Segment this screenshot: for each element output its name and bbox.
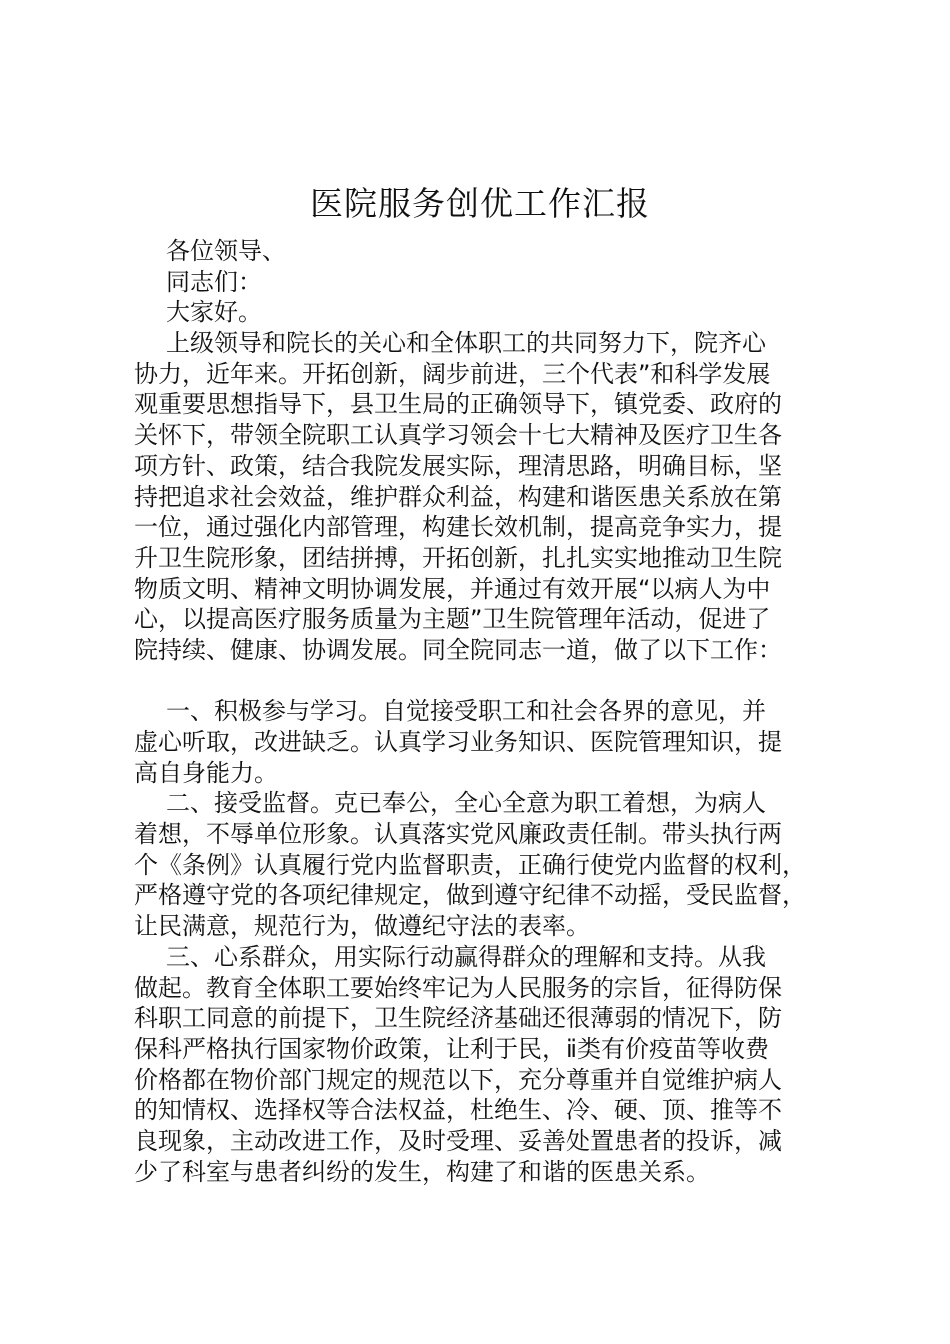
paragraph-line: 协力，近年来。开拓创新，阔步前进，三个代表”和科学发展	[134, 359, 771, 388]
paragraph-line: 的知情权、选择权等合法权益，杜绝生、冷、硬、顶、推等不	[134, 1096, 782, 1125]
paragraph-spacer	[134, 666, 828, 697]
section-1-paragraph	[134, 696, 828, 788]
paragraph-line: 着想，不辱单位形象。认真落实党风廉政责任制。带头执行两	[134, 820, 782, 849]
paragraph-line: 关怀下，带领全院职工认真学习领会十七大精神及医疗卫生各	[134, 421, 782, 450]
paragraph-line: 少了科室与患者纠纷的发生，构建了和谐的医患关系。	[134, 1157, 710, 1186]
greeting-line: 大家好。	[166, 298, 262, 327]
paragraph-line: 心，以提高医疗服务质量为主题”卫生院管理年活动，促进了	[134, 605, 771, 634]
paragraph-line: 升卫生院形象，团结拼搏，开拓创新，扎扎实实地推动卫生院	[134, 543, 782, 572]
intro-paragraph	[134, 328, 828, 666]
paragraph-line: 严格遵守党的各项纪律规定，做到遵守纪律不动摇，受民监督，	[134, 881, 806, 910]
paragraph-line: 三、心系群众，用实际行动赢得群众的理解和支持。从我	[166, 942, 766, 971]
greeting-line: 同志们：	[166, 267, 262, 296]
greeting-line: 各位领导、	[166, 237, 286, 265]
section-3-paragraph	[134, 942, 828, 1188]
paragraph-line: 价格都在物价部门规定的规范以下，充分尊重并自觉维护病人	[134, 1065, 782, 1094]
paragraph-line: 良现象，主动改进工作，及时受理、妥善处置患者的投诉，减	[134, 1126, 782, 1155]
paragraph-line: 一、积极参与学习。自觉接受职工和社会各界的意见，并	[166, 697, 766, 726]
paragraph-line: 观重要思想指导下，县卫生局的正确领导下，镇党委、政府的	[134, 390, 782, 419]
document-title: 医院服务创优工作汇报	[310, 184, 650, 223]
paragraph-line: 高自身能力。	[134, 758, 278, 787]
paragraph-line: 保科严格执行国家物价政策，让利于民，ⅱ类有价疫苗等收费	[134, 1034, 769, 1063]
paragraph-line: 科职工同意的前提下，卫生院经济基础还很薄弱的情况下，防	[134, 1004, 782, 1033]
section-2-paragraph	[134, 788, 828, 941]
paragraph-line: 上级领导和院长的关心和全体职工的共同努力下，院齐心	[166, 329, 766, 358]
paragraph-line: 持把追求社会效益，维护群众利益，构建和谐医患关系放在第	[134, 482, 782, 511]
paragraph-line: 让民满意，规范行为，做遵纪守法的表率。	[134, 912, 590, 941]
paragraph-line: 虚心听取，改进缺乏。认真学习业务知识、医院管理知识，提	[134, 728, 782, 756]
paragraph-line: 物质文明、精神文明协调发展，并通过有效开展“以病人为中	[134, 574, 771, 603]
paragraph-line: 项方针、政策，结合我院发展实际，理清思路，明确目标，坚	[134, 451, 782, 480]
paragraph-line: 做起。教育全体职工要始终牢记为人民服务的宗旨，征得防保	[134, 973, 782, 1002]
paragraph-line: 二、接受监督。克已奉公，全心全意为职工着想，为病人	[166, 789, 766, 818]
paragraph-line: 个《条例》认真履行党内监督职责，正确行使党内监督的权利，	[134, 850, 806, 879]
paragraph-line: 院持续、健康、协调发展。同全院同志一道，做了以下工作：	[134, 635, 782, 664]
paragraph-line: 一位，通过强化内部管理，构建长效机制，提高竞争实力，提	[134, 513, 782, 542]
document-body	[134, 236, 828, 1187]
